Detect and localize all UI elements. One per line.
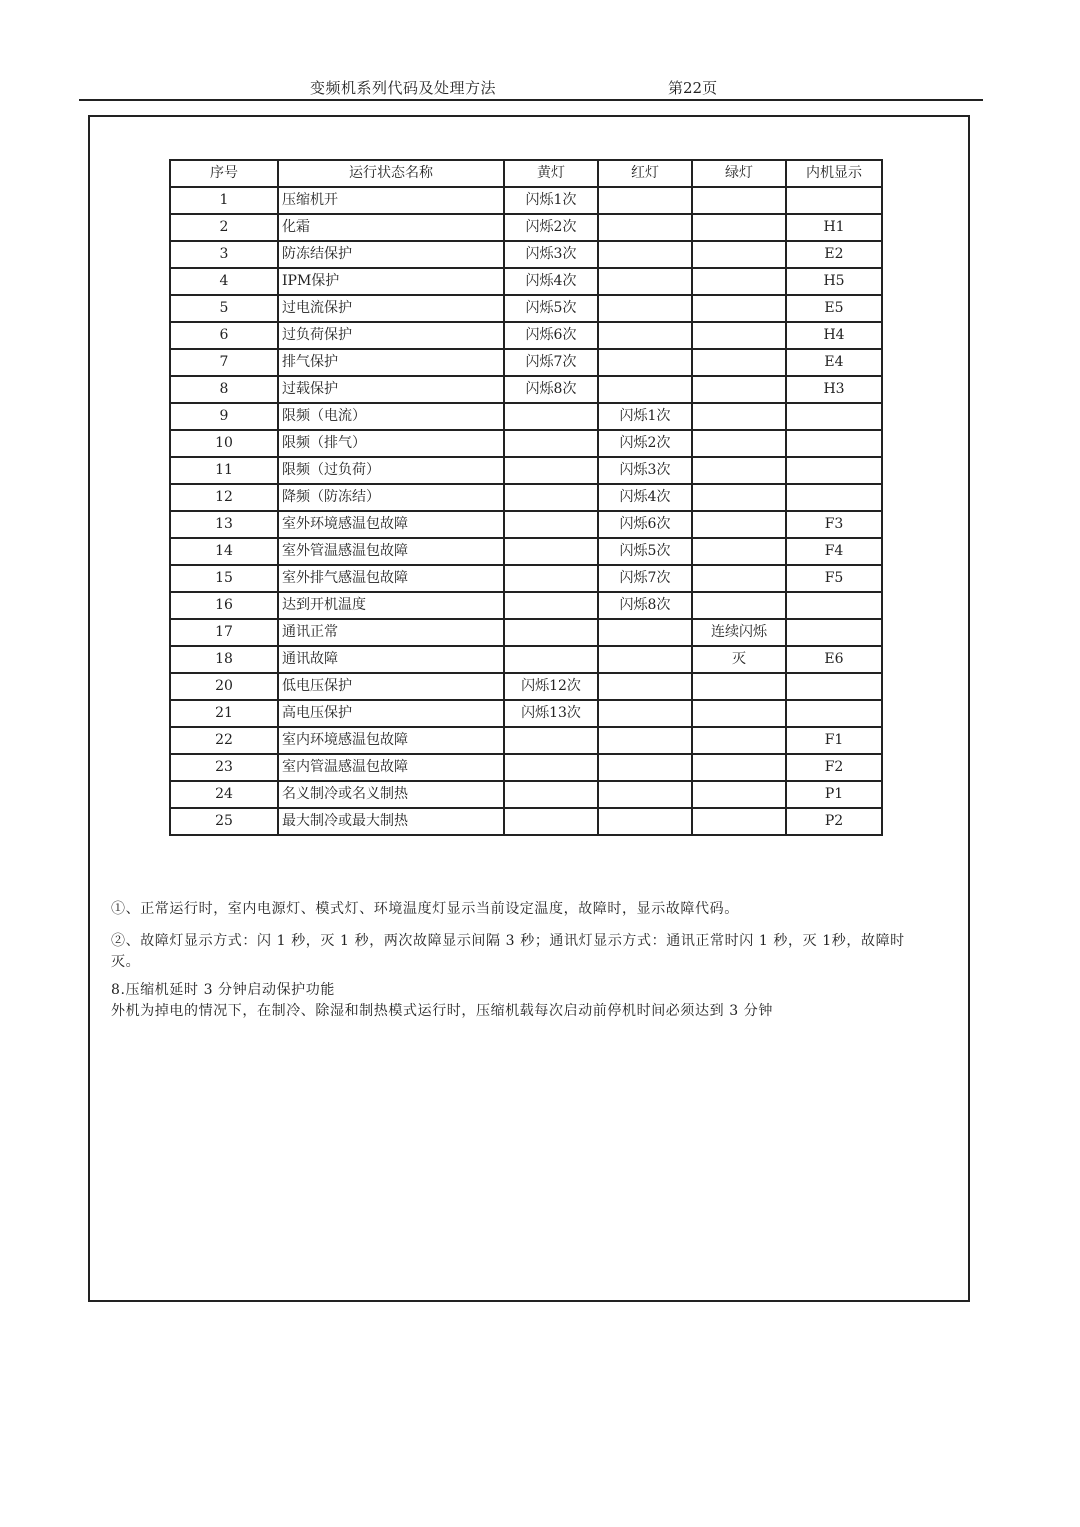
cell-index: 14 [170, 538, 278, 565]
cell-status-name: 过载保护 [278, 376, 504, 403]
cell-indoor-display: F1 [786, 727, 882, 754]
cell-indoor-display: H4 [786, 322, 882, 349]
cell-status-name: 室内管温感温包故障 [278, 754, 504, 781]
cell-index: 20 [170, 673, 278, 700]
cell-yellow-light [504, 808, 598, 835]
cell-indoor-display [786, 673, 882, 700]
cell-red-light [598, 673, 692, 700]
cell-status-name: 限频（排气） [278, 430, 504, 457]
table-row [170, 538, 882, 565]
table-row [170, 754, 882, 781]
cell-index: 13 [170, 511, 278, 538]
cell-indoor-display [786, 403, 882, 430]
table-row [170, 565, 882, 592]
table-row [170, 268, 882, 295]
cell-index: 12 [170, 484, 278, 511]
col-header-yellow-light: 黄灯 [504, 160, 598, 187]
cell-status-name: 达到开机温度 [278, 592, 504, 619]
cell-red-light: 闪烁3次 [598, 457, 692, 484]
col-header-index: 序号 [170, 160, 278, 187]
cell-yellow-light: 闪烁8次 [504, 376, 598, 403]
cell-yellow-light [504, 754, 598, 781]
cell-indoor-display [786, 457, 882, 484]
cell-green-light [692, 268, 786, 295]
cell-yellow-light [504, 565, 598, 592]
cell-red-light [598, 349, 692, 376]
cell-red-light [598, 295, 692, 322]
cell-yellow-light: 闪烁1次 [504, 187, 598, 214]
cell-green-light [692, 457, 786, 484]
cell-green-light [692, 295, 786, 322]
cell-indoor-display: E5 [786, 295, 882, 322]
cell-red-light [598, 781, 692, 808]
table-row [170, 646, 882, 673]
cell-index: 23 [170, 754, 278, 781]
table-header-row [170, 160, 882, 187]
cell-index: 1 [170, 187, 278, 214]
cell-yellow-light: 闪烁4次 [504, 268, 598, 295]
cell-yellow-light: 闪烁7次 [504, 349, 598, 376]
cell-indoor-display: H3 [786, 376, 882, 403]
table-row [170, 511, 882, 538]
cell-indoor-display: F4 [786, 538, 882, 565]
table-row [170, 241, 882, 268]
cell-yellow-light: 闪烁13次 [504, 700, 598, 727]
col-header-green-light: 绿灯 [692, 160, 786, 187]
cell-red-light [598, 322, 692, 349]
cell-indoor-display: F5 [786, 565, 882, 592]
cell-green-light [692, 241, 786, 268]
cell-indoor-display [786, 700, 882, 727]
cell-status-name: 低电压保护 [278, 673, 504, 700]
cell-indoor-display: E4 [786, 349, 882, 376]
cell-yellow-light [504, 619, 598, 646]
cell-indoor-display [786, 187, 882, 214]
table-row [170, 808, 882, 835]
table-row [170, 592, 882, 619]
table-row [170, 781, 882, 808]
cell-index: 9 [170, 403, 278, 430]
cell-status-name: IPM保护 [278, 268, 504, 295]
cell-status-name: 防冻结保护 [278, 241, 504, 268]
cell-status-name: 压缩机开 [278, 187, 504, 214]
cell-status-name: 室外环境感温包故障 [278, 511, 504, 538]
table-row [170, 376, 882, 403]
table-row [170, 484, 882, 511]
table-row [170, 619, 882, 646]
cell-green-light [692, 727, 786, 754]
table-row [170, 403, 882, 430]
table-row [170, 349, 882, 376]
header-divider [79, 99, 983, 101]
page-number: 第22页 [668, 79, 718, 97]
col-header-status-name: 运行状态名称 [278, 160, 504, 187]
cell-red-light: 闪烁5次 [598, 538, 692, 565]
cell-status-name: 限频（过负荷） [278, 457, 504, 484]
cell-indoor-display: P2 [786, 808, 882, 835]
cell-red-light: 闪烁2次 [598, 430, 692, 457]
cell-status-name: 名义制冷或名义制热 [278, 781, 504, 808]
cell-status-name: 室外排气感温包故障 [278, 565, 504, 592]
cell-yellow-light: 闪烁12次 [504, 673, 598, 700]
cell-index: 3 [170, 241, 278, 268]
cell-red-light: 闪烁4次 [598, 484, 692, 511]
document-title: 变频机系列代码及处理方法 [310, 79, 497, 97]
cell-green-light [692, 376, 786, 403]
note-2: ②、故障灯显示方式：闪 1 秒，灭 1 秒，两次故障显示间隔 3 秒；通讯灯显示方式：通讯正常时闪 1 秒，灭 1秒，故障时灭。 [111, 933, 905, 970]
cell-index: 18 [170, 646, 278, 673]
cell-status-name: 过电流保护 [278, 295, 504, 322]
cell-index: 5 [170, 295, 278, 322]
cell-yellow-light [504, 430, 598, 457]
cell-green-light [692, 430, 786, 457]
cell-green-light: 灭 [692, 646, 786, 673]
cell-indoor-display: H1 [786, 214, 882, 241]
cell-indoor-display [786, 484, 882, 511]
cell-green-light [692, 673, 786, 700]
cell-red-light [598, 619, 692, 646]
cell-yellow-light: 闪烁5次 [504, 295, 598, 322]
table-row [170, 700, 882, 727]
cell-red-light [598, 268, 692, 295]
cell-status-name: 室内环境感温包故障 [278, 727, 504, 754]
note-1: ①、正常运行时，室内电源灯、模式灯、环境温度灯显示当前设定温度，故障时，显示故障代码。 [111, 901, 739, 917]
cell-status-name: 排气保护 [278, 349, 504, 376]
cell-status-name: 通讯正常 [278, 619, 504, 646]
cell-green-light [692, 592, 786, 619]
cell-red-light [598, 187, 692, 214]
cell-indoor-display: P1 [786, 781, 882, 808]
table-row [170, 214, 882, 241]
cell-red-light [598, 808, 692, 835]
cell-green-light [692, 808, 786, 835]
table-row [170, 457, 882, 484]
cell-yellow-light [504, 646, 598, 673]
col-header-red-light: 红灯 [598, 160, 692, 187]
cell-indoor-display [786, 592, 882, 619]
cell-yellow-light: 闪烁2次 [504, 214, 598, 241]
cell-green-light [692, 511, 786, 538]
cell-index: 4 [170, 268, 278, 295]
cell-red-light [598, 727, 692, 754]
cell-yellow-light [504, 592, 598, 619]
status-code-table [169, 159, 883, 836]
cell-yellow-light: 闪烁6次 [504, 322, 598, 349]
cell-indoor-display [786, 430, 882, 457]
cell-green-light [692, 187, 786, 214]
cell-status-name: 室外管温感温包故障 [278, 538, 504, 565]
cell-status-name: 过负荷保护 [278, 322, 504, 349]
cell-status-name: 化霜 [278, 214, 504, 241]
cell-index: 21 [170, 700, 278, 727]
cell-index: 17 [170, 619, 278, 646]
cell-index: 16 [170, 592, 278, 619]
cell-yellow-light [504, 538, 598, 565]
cell-yellow-light [504, 511, 598, 538]
cell-status-name: 通讯故障 [278, 646, 504, 673]
cell-yellow-light: 闪烁3次 [504, 241, 598, 268]
cell-indoor-display: E6 [786, 646, 882, 673]
cell-green-light [692, 700, 786, 727]
cell-indoor-display [786, 619, 882, 646]
table-row [170, 187, 882, 214]
table-row [170, 322, 882, 349]
table-row [170, 673, 882, 700]
cell-yellow-light [504, 403, 598, 430]
cell-status-name: 最大制冷或最大制热 [278, 808, 504, 835]
cell-red-light [598, 646, 692, 673]
cell-red-light: 闪烁6次 [598, 511, 692, 538]
cell-red-light: 闪烁8次 [598, 592, 692, 619]
cell-green-light [692, 403, 786, 430]
cell-index: 10 [170, 430, 278, 457]
cell-red-light [598, 754, 692, 781]
cell-indoor-display: F3 [786, 511, 882, 538]
cell-green-light [692, 214, 786, 241]
cell-indoor-display: E2 [786, 241, 882, 268]
cell-index: 11 [170, 457, 278, 484]
cell-red-light [598, 214, 692, 241]
cell-index: 22 [170, 727, 278, 754]
cell-yellow-light [504, 781, 598, 808]
cell-red-light [598, 241, 692, 268]
cell-red-light: 闪烁1次 [598, 403, 692, 430]
cell-index: 7 [170, 349, 278, 376]
cell-green-light [692, 754, 786, 781]
table-row [170, 295, 882, 322]
cell-index: 8 [170, 376, 278, 403]
cell-red-light: 闪烁7次 [598, 565, 692, 592]
cell-yellow-light [504, 457, 598, 484]
cell-index: 24 [170, 781, 278, 808]
table-row [170, 430, 882, 457]
cell-yellow-light [504, 727, 598, 754]
cell-indoor-display: H5 [786, 268, 882, 295]
cell-status-name: 高电压保护 [278, 700, 504, 727]
cell-green-light [692, 349, 786, 376]
cell-green-light: 连续闪烁 [692, 619, 786, 646]
cell-yellow-light [504, 484, 598, 511]
cell-green-light [692, 538, 786, 565]
cell-red-light [598, 700, 692, 727]
section-8-text: 外机为掉电的情况下，在制冷、除湿和制热模式运行时，压缩机载每次启动前停机时间必须达到 3 分钟 [111, 1003, 774, 1019]
cell-index: 25 [170, 808, 278, 835]
cell-index: 6 [170, 322, 278, 349]
cell-status-name: 限频（电流） [278, 403, 504, 430]
section-8-title: 8.压缩机延时 3 分钟启动保护功能 [111, 982, 335, 998]
cell-green-light [692, 322, 786, 349]
cell-green-light [692, 781, 786, 808]
table-row [170, 727, 882, 754]
cell-index: 15 [170, 565, 278, 592]
cell-red-light [598, 376, 692, 403]
cell-status-name: 降频（防冻结） [278, 484, 504, 511]
cell-green-light [692, 484, 786, 511]
cell-green-light [692, 565, 786, 592]
cell-index: 2 [170, 214, 278, 241]
col-header-indoor-display: 内机显示 [786, 160, 882, 187]
cell-indoor-display: F2 [786, 754, 882, 781]
